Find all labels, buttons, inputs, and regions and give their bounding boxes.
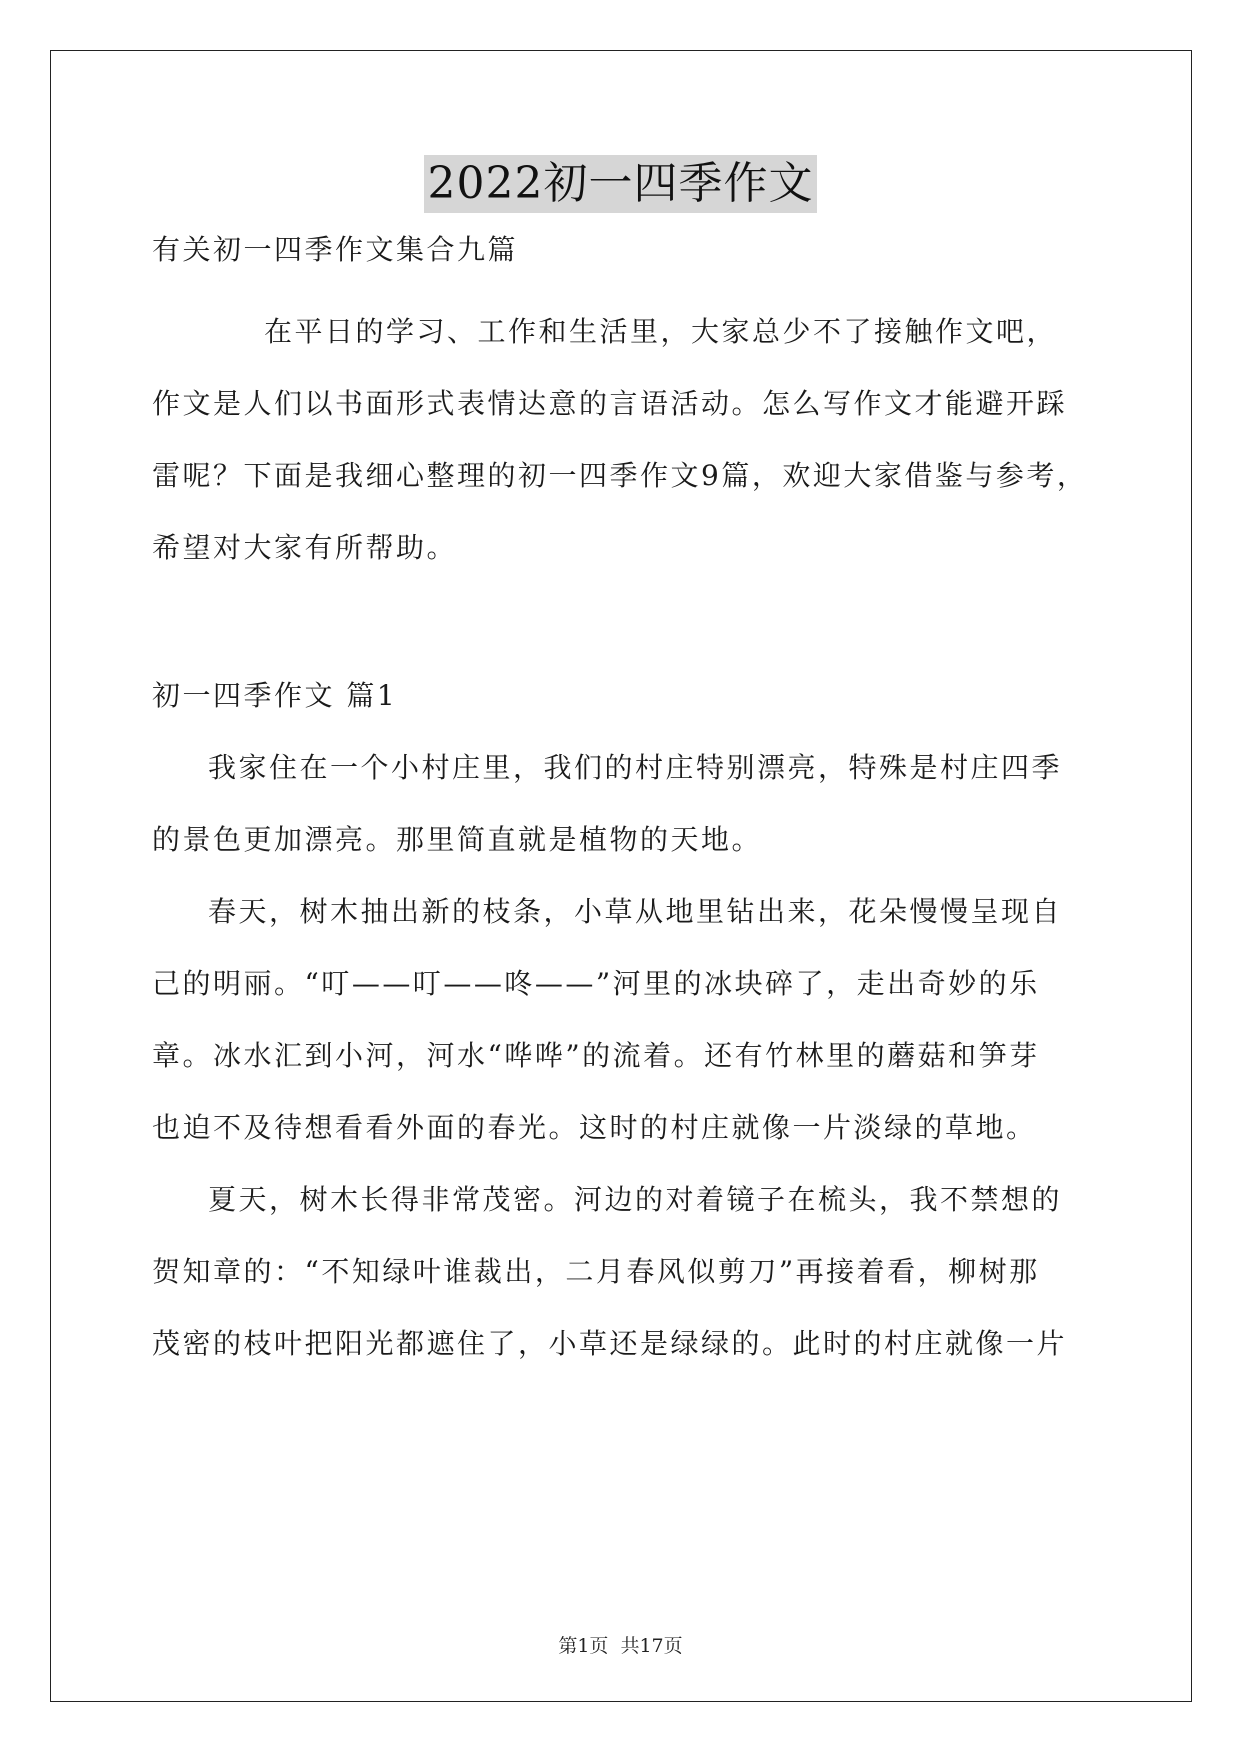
intro-line: 在平日的学习、工作和生活里，大家总少不了接触作文吧， — [264, 315, 1058, 348]
intro-line: 雷呢？下面是我细心整理的初一四季作文9篇，欢迎大家借鉴与参考， — [152, 459, 1088, 492]
section-heading: 初一四季作文 篇1 — [152, 679, 398, 712]
body-line: 也迫不及待想看看外面的春光。这时的村庄就像一片淡绿的草地。 — [152, 1111, 1037, 1144]
page-footer — [0, 1631, 1241, 1658]
page-number: 第1页 — [558, 1635, 609, 1657]
intro-line: 希望对大家有所帮助。 — [152, 531, 458, 564]
body-line: 夏天，树木长得非常茂密。河边的对着镜子在梳头，我不禁想的 — [208, 1183, 1063, 1216]
document-title: 2022初一四季作文 — [424, 155, 818, 213]
body-line: 我家住在一个小村庄里，我们的村庄特别漂亮，特殊是村庄四季 — [208, 751, 1063, 784]
intro-line: 作文是人们以书面形式表情达意的言语活动。怎么写作文才能避开踩 — [152, 387, 1068, 420]
body-line: 春天，树木抽出新的枝条，小草从地里钻出来，花朵慢慢呈现自 — [208, 895, 1063, 928]
body-line: 贺知章的：“不知绿叶谁裁出，二月春风似剪刀”再接着看，柳树那 — [152, 1255, 1040, 1288]
subtitle: 有关初一四季作文集合九篇 — [152, 233, 519, 266]
body-line: 己的明丽。“叮——叮——咚——”河里的冰块碎了，走出奇妙的乐 — [152, 967, 1040, 1000]
body-line: 的景色更加漂亮。那里简直就是植物的天地。 — [152, 823, 763, 856]
title-container — [0, 155, 1241, 213]
body-line: 章。冰水汇到小河，河水“哗哗”的流着。还有竹林里的蘑菇和笋芽 — [152, 1039, 1040, 1072]
page-total: 共17页 — [620, 1635, 683, 1657]
body-line: 茂密的枝叶把阳光都遮住了，小草还是绿绿的。此时的村庄就像一片 — [152, 1327, 1068, 1360]
page-border — [50, 50, 1192, 1702]
